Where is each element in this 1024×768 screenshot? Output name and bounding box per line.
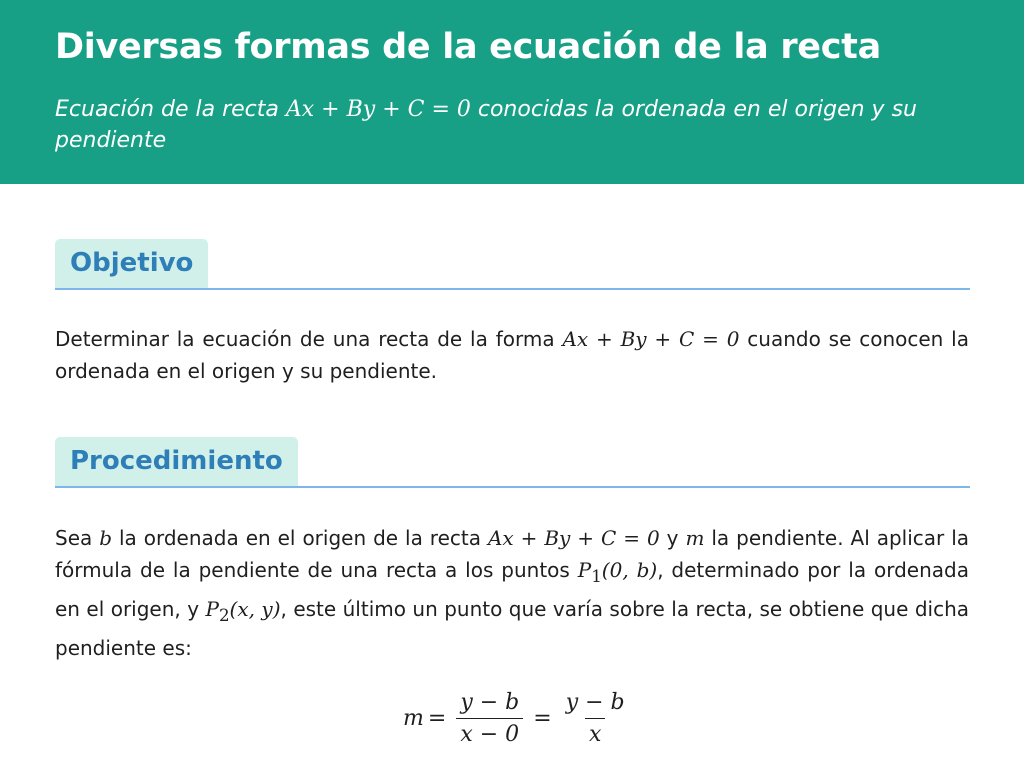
subtitle-equation: Ax + By + C = 0	[285, 97, 471, 122]
point-subscript: 2	[218, 606, 230, 625]
inline-variable: b	[99, 526, 113, 550]
point-letter: P	[577, 558, 592, 582]
fraction-numerator: y − b	[565, 690, 625, 715]
point-subscript: 1	[591, 567, 602, 586]
fraction-numerator: y − b	[460, 690, 520, 715]
text-run: Sea	[55, 526, 100, 550]
section-heading-label: Procedimiento	[55, 437, 298, 486]
page-subtitle	[55, 94, 975, 156]
point-p1	[577, 558, 658, 586]
subtitle-text-prefix: Ecuación de la recta	[55, 97, 286, 122]
header-banner	[0, 0, 1024, 184]
fraction-2	[562, 690, 629, 747]
formula-equals: =	[533, 706, 552, 731]
fraction-denominator: x − 0	[456, 718, 523, 747]
text-run: , este último un punto que varía sobre la recta, se obtiene que dicha pendiente es:	[55, 597, 970, 660]
subtitle-text-suffix: conocidas la ordenada en el origen y su pendiente	[55, 97, 917, 153]
fraction-denominator: x	[585, 718, 605, 747]
text-run: la pendiente. Al aplicar la fórmula de la pendiente de una recta a los puntos	[55, 526, 970, 582]
formula-equals: =	[427, 706, 447, 731]
text-run: la ordenada en el origen de la recta	[112, 526, 488, 550]
point-coordinates: (0, b)	[601, 558, 658, 582]
slope-formula	[403, 690, 635, 747]
text-run: , determinado por la ordenada en el origen, y	[55, 558, 969, 621]
point-letter: P	[205, 597, 219, 621]
formula-lhs: m	[403, 706, 424, 731]
inline-variable: m	[685, 526, 705, 550]
text-run: cuando se conocen la ordenada en el origen y su pendiente.	[55, 327, 969, 383]
text-run: Determinar la ecuación de una recta de la forma	[55, 327, 563, 351]
inline-equation: Ax + By + C = 0	[562, 327, 740, 351]
section-heading-procedimiento	[55, 437, 970, 488]
procedimiento-paragraph	[55, 522, 969, 664]
text-run: y	[659, 526, 686, 550]
section-heading-objetivo	[55, 239, 970, 290]
fraction-1	[456, 690, 523, 747]
point-p2	[205, 597, 281, 625]
point-coordinates: (x, y)	[229, 597, 281, 621]
section-heading-label: Objetivo	[55, 239, 208, 288]
page-title: Diversas formas de la ecuación de la recta	[55, 27, 881, 67]
inline-equation: Ax + By + C = 0	[487, 526, 660, 550]
objetivo-paragraph	[55, 323, 969, 387]
